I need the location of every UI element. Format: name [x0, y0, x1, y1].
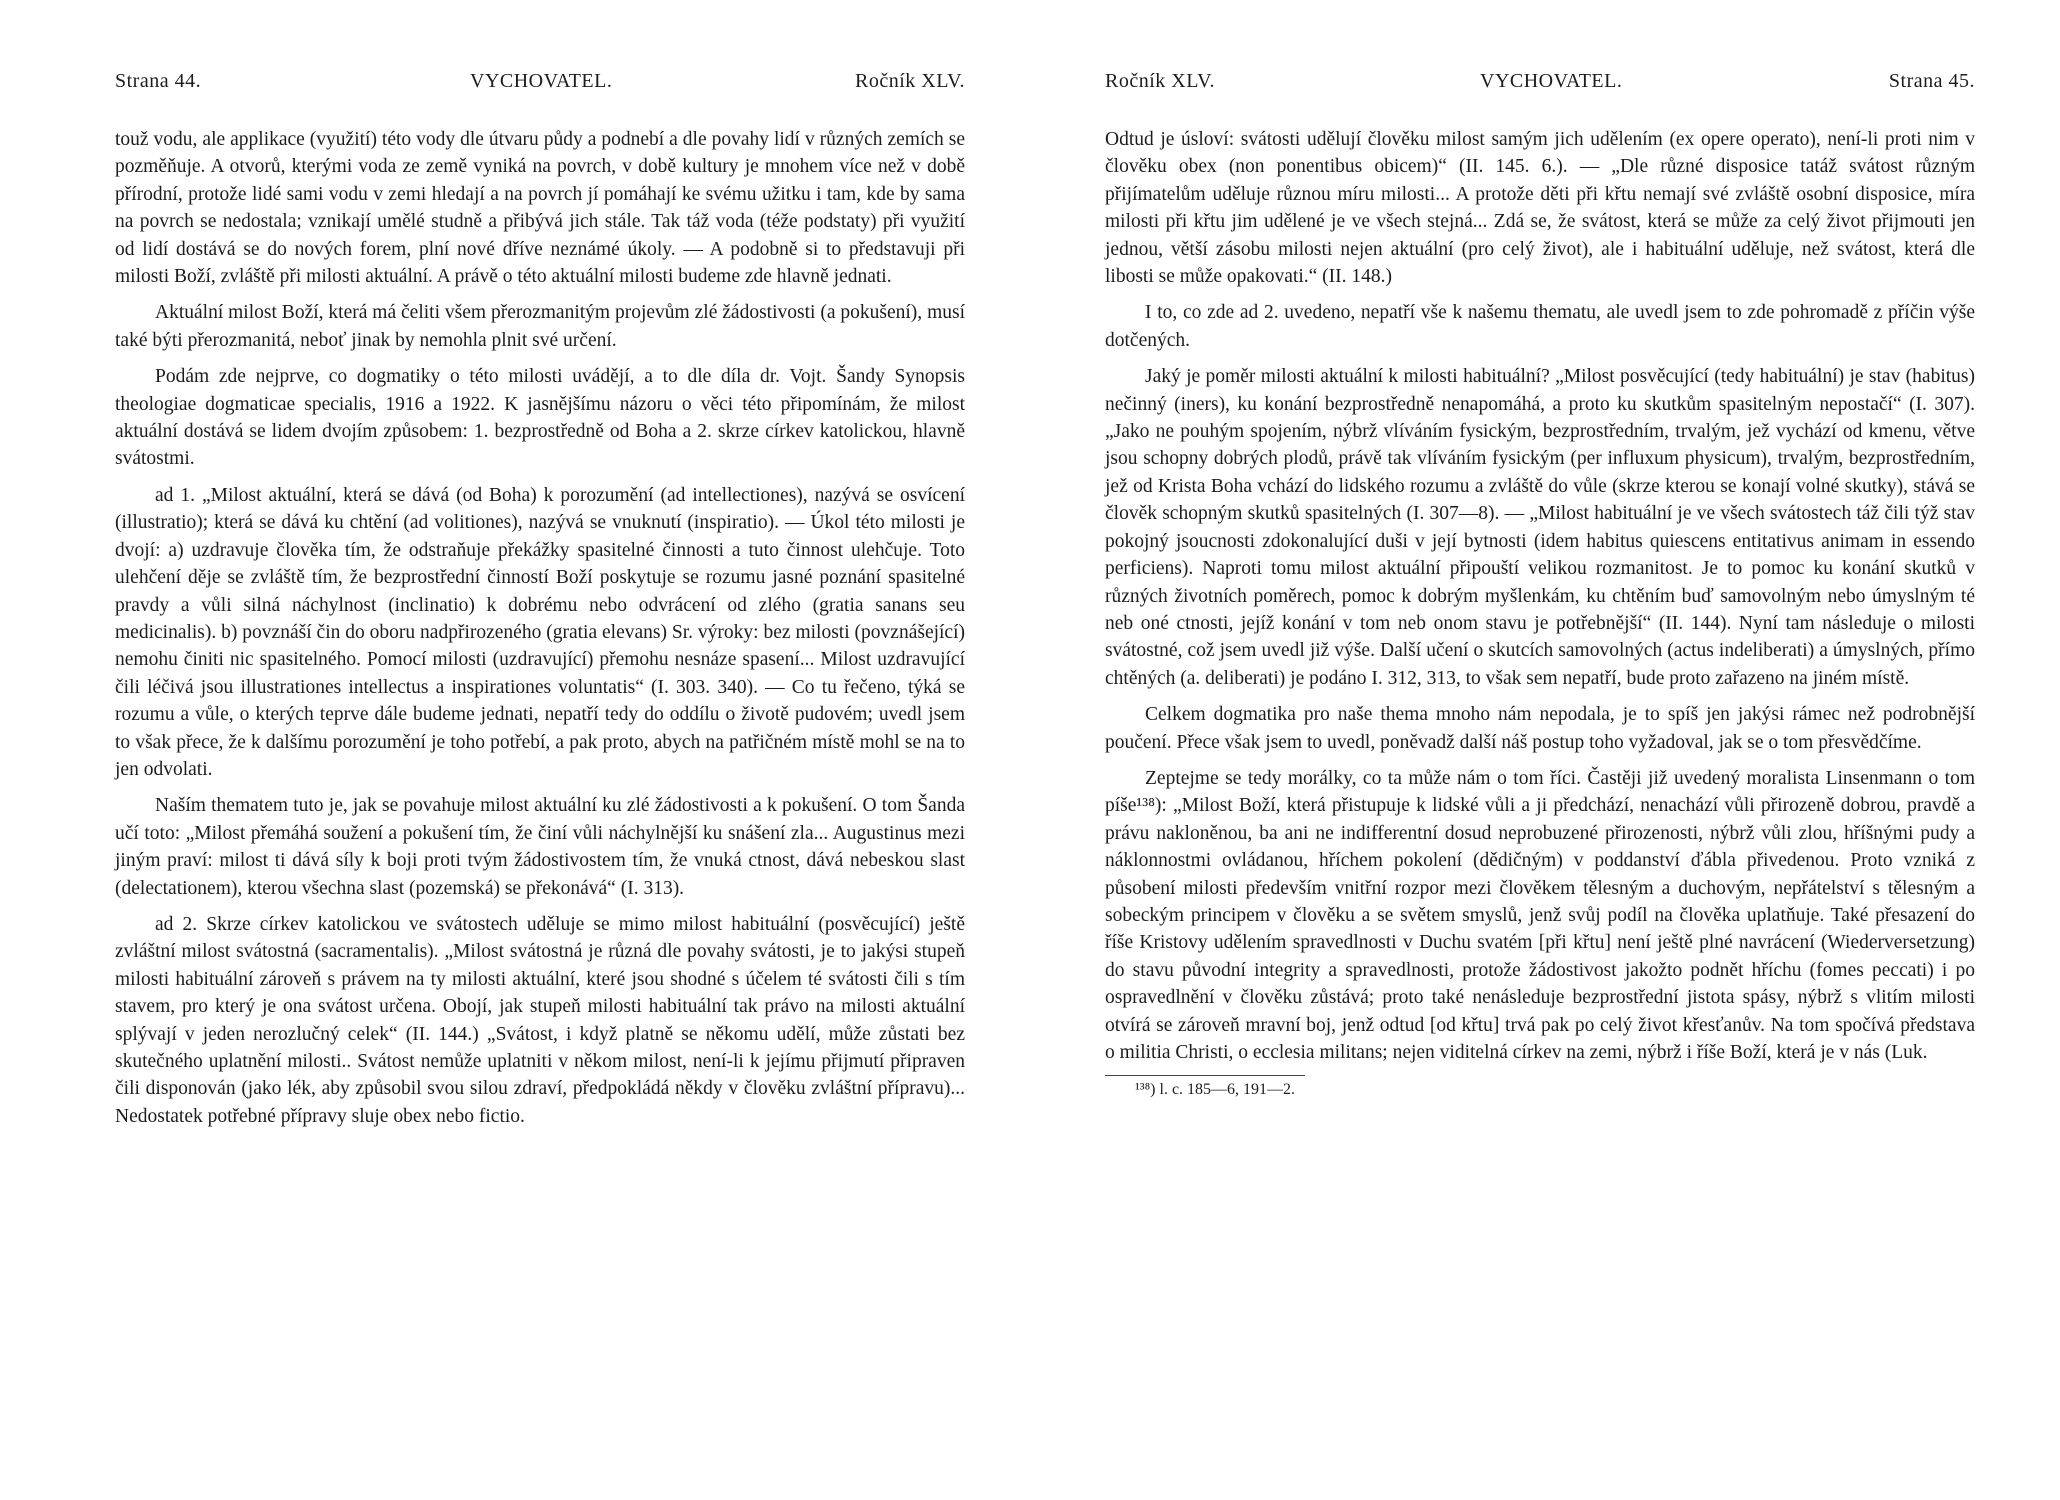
paragraph: Naším thematem tuto je, jak se povahuje milost aktuální ku zlé žádostivosti a k pokušení. O tom Šanda učí toto: „Milost přemáhá soužení a pokušení tím, že činí vůli náchylnější ku snášení zla... Augustinus mezi jiným praví: milost ti dává síly k boji proti tvým žádostivostem tím, že vnuká ctnost, dává nebeskou slast (delectationem), kterou všechna slast (pozemská) se překonává“ (I. 313).: [115, 795, 965, 899]
volume-label: Ročník XLV.: [1105, 70, 1215, 92]
footnote-divider: [1105, 1075, 1305, 1076]
paragraph: I to, co zde ad 2. uvedeno, nepatří vše k našemu thematu, ale uvedl jsem to zde pohromadě z příčin výše dotčených.: [1105, 302, 1975, 351]
paragraph: Zeptejme se tedy morálky, co ta může nám o tom říci. Častěji již uvedený moralista Linsenmann o tom píše¹³⁸): „Milost Boží, která přistupuje k lidské vůli a ji předchází, nenachází vůli přirozeně dobrou, pravdě a právu nakloněnou, ba ani ne indifferentní dosud neprobuzené přirozenosti, nýbrž vůli zlou, hříšnými pudy a náklonnostmi ovládanou, hříchem pokolení (dědičným) v poddanství ďábla přivedenou. Proto vzniká z působení milosti především vnitřní rozpor mezi člověkem tělesným a duchovým, nepřátelství s tělesným a sobeckým principem v člověku a se světem smyslů, jenž svůj podíl na člověka uplatňuje. Také přesazení do říše Kristovy udělením spravedlnosti v Duchu svatém [při křtu] není ještě plné navrácení (Wiederversetzung) do stavu původní integrity a spravedlnosti, protože žádostivost jakožto podnět hříchu (fomes peccati) i po ospravedlnění v člověku zůstává; proto také nenásleduje bezprostřední jistota spásy, nýbrž s vlitím milosti otvírá se zároveň mravní boj, jenž odtud [od křtu] trvá pak po celý život křesťanův. Na tom spočívá představa o militia Christi, o ecclesia militans; nejen viditelná církev na zemi, nýbrž i říše Boží, která je v nás (Luk.: [1105, 767, 1975, 1063]
page-header: [115, 70, 965, 110]
journal-title: VYCHOVATEL.: [470, 70, 613, 92]
journal-title: VYCHOVATEL.: [1480, 70, 1623, 92]
paragraph: Aktuální milost Boží, která má čeliti všem přerozmanitým projevům zlé žádostivosti (a pokušení), musí také býti přerozmanitá, neboť jinak by nemohla plnit své určení.: [115, 302, 965, 351]
footnote: ¹³⁸) l. c. 185—6, 191—2.: [1135, 1081, 1296, 1099]
page-number: Strana 45.: [1888, 70, 1975, 92]
paragraph: touž vodu, ale applikace (využití) této vody dle útvaru půdy a podnebí a dle povahy lidí v různých zemích se pozměňuje. A otvorů, kterými voda ze země vyniká na povrch, v době kultury je mnohem více než v době přírodní, protože lidé sami vodu v zemi hledají a na povrch jí pomáhají ke svému užitku i tam, kde by sama na povrch se nedostala; vznikají umělé studně a přibývá jich stále. Tak táž voda (téže podstaty) při využití od lidí dostává se do nových forem, plní nové dříve neznámé úkoly. — A podobně si to představuji při milosti Boží, zvláště při milosti aktuální. A právě o této aktuální milosti budeme zde hlavně jednati.: [115, 129, 965, 288]
page-header: [1105, 70, 1975, 110]
right-page: [1105, 70, 1975, 1470]
left-page: [115, 70, 965, 1470]
paragraph: ad 1. „Milost aktuální, která se dává (od Boha) k porozumění (ad intellectiones), nazývá se osvícení (illustratio); která se dává ku chtění (ad volitiones), nazývá se vnuknutí (inspiratio). — Úkol této milosti je dvojí: a) uzdravuje člověka tím, že odstraňuje překážky spasitelné činnosti a tuto činnost ulehčuje. Toto ulehčení děje se zvláště tím, že bezprostřední činností Boží poskytuje se rozumu jasné poznání spasitelné pravdy a vůli silná náchylnost (inclinatio) k dobrému nebo odvrácení od zlého (gratia sanans seu medicinalis). b) povznáší čin do oboru nadpřirozeného (gratia elevans) Sr. výroky: bez milosti (povznášející) nemohu činiti nic spasitelného. Pomocí milosti (uzdravující) přemohu nesnáze spasení... Milost uzdravující čili léčivá jsou illustrationes intellectus a inspirationes voluntatis“ (I. 303. 340). — Co tu řečeno, týká se rozumu a vůle, o kterých teprve dále budeme jednati, nepatří tedy do oddílu o životě pudovém; uvedl jsem to však přece, že k dalšímu porozumění je toho potřebí, a pak proto, abych na patřičném místě mohl se na to jen odvolati.: [115, 484, 965, 780]
paragraph: Jaký je poměr milosti aktuální k milosti habituální? „Milost posvěcující (tedy habituální) je stav (habitus) nečinný (iners), ku konání bezprostředně nenapomáhá, a proto ku skutkům spasitelným nepostačí“ (I. 307). „Jako ne pouhým spojením, nýbrž vlíváním fysickým, bezprostředním, trvalým, jež vychází od kmenu, větve jsou schopny dobrých plodů, právě tak vlíváním fysickým (per influxum physicum), trvalým, bezprostředním, jež od Krista Boha vchází do lidského rozumu a zvláště do vůle (skrze kterou se konají volné skutky), stává se člověk schopným skutků spasitelných (I. 307—8). — „Milost habituální je ve všech svátostech táž čili týž stav pokojný jsoucnosti zdokonalující duši v její bytnosti (idem habitus quiescens entitativus animam in essendo perficiens). Naproti tomu milost aktuální připouští velikou rozmanitost. Je to pomoc ku konání skutků v různých životních poměrech, pomoc k dobrým myšlenkám, ku chtěním buď samovolným nebo úmyslným té neb oné ctnosti, jejíž konání v tom neb onom stavu je potřebnější“ (II. 144). Nyní tam následuje o milosti svátostné, což jsem uvedl již výše. Další učení o skutcích samovolných (actus indeliberati) a úmyslných, přímo chtěných (a. deliberati) je podáno I. 312, 313, to však sem nepatří, bude proto zařazeno na jiném místě.: [1105, 366, 1975, 689]
paragraph: Podám zde nejprve, co dogmatiky o této milosti uvádějí, a to dle díla dr. Vojt. Šandy Synopsis theologiae dogmaticae specialis, 1916 a 1922. K jasnějšímu názoru o věci této připomínám, že milost aktuální dostává se lidem dvojím způsobem: 1. bezprostředně od Boha a 2. skrze církev katolickou, hlavně svátostmi.: [115, 366, 965, 470]
paragraph: Odtud je úsloví: svátosti udělují člověku milost samým jich udělením (ex opere operato), není-li proti nim v člověku obex (non ponentibus obicem)“ (II. 145. 6.). — „Dle různé disposice tatáž svátost různým přijímatelům uděluje různou míru milosti... A protože děti při křtu nemají své zvláště osobní disposice, míra milosti při křtu jim udělené je ve všech stejná... Zdá se, že svátost, která se může za celý život přijmouti jen jednou, větší zásobu milosti nejen aktuální (pro celý život), ale i habituální uděluje, než svátost, která dle libosti se může opakovati.“ (II. 148.): [1105, 129, 1975, 288]
paragraph: Celkem dogmatika pro naše thema mnoho nám nepodala, je to spíš jen jakýsi rámec než podrobnější poučení. Přece však jsem to uvedl, poněvadž další náš postup toho vyžadoval, jak se o tom přesvědčíme.: [1105, 704, 1975, 753]
page-body: [115, 126, 965, 1130]
page-body: [1105, 126, 1975, 1100]
page-number: Strana 44.: [115, 70, 202, 92]
volume-label: Ročník XLV.: [855, 70, 965, 92]
paragraph: ad 2. Skrze církev katolickou ve svátostech uděluje se mimo milost habituální (posvěcující) ještě zvláštní milost svátostná (sacramentalis). „Milost svátostná je různá dle povahy svátosti, je to jakýsi stupeň milosti habituální zároveň s právem na ty milosti aktuální, které jsou shodné s účelem té svátosti čili s tím stavem, pro který je ona svátost určena. Obojí, jak stupeň milosti habituální tak právo na milosti aktuální splývají v jeden nerozlučný celek“ (II. 144.) „Svátost, i když platně se někomu udělí, může zůstati bez skutečného uplatnění milosti.. Svátost nemůže uplatniti v někom milost, není-li k jejímu přijmutí připraven čili disponován (jako lék, aby způsobil svou silou zdraví, předpokládá někdy v člověku zvláštní přípravu)... Nedostatek potřebné přípravy sluje obex nebo fictio.: [115, 913, 965, 1127]
